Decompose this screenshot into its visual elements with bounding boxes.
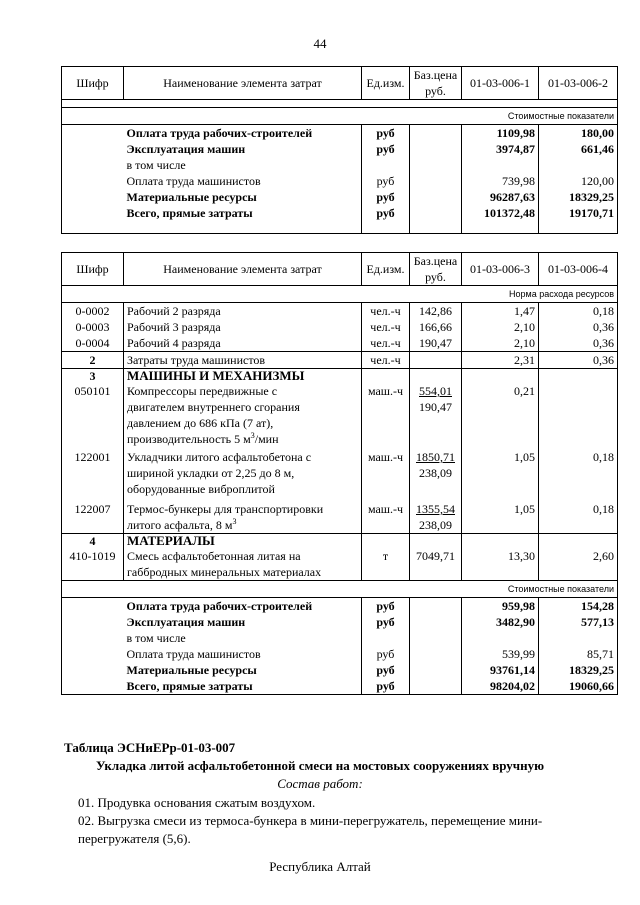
- row-v2: 120,00: [539, 173, 618, 189]
- row-v1: 739,98: [462, 173, 539, 189]
- row-v2: 0,36: [539, 319, 618, 335]
- row-v2: 577,13: [539, 614, 618, 630]
- row-v2: 0,36: [539, 352, 618, 369]
- row-name: в том числе: [126, 631, 186, 645]
- header-base-price: Баз.цена руб.: [410, 67, 462, 100]
- row-name: Оплата труда машинистов: [126, 647, 261, 661]
- machine-code: 050101: [62, 383, 124, 447]
- row-v2: 0,36: [539, 335, 618, 352]
- band-cost-indicators: Стоимостные показатели: [62, 108, 618, 125]
- row-unit: руб: [362, 189, 410, 205]
- row-v2: 661,46: [539, 141, 618, 157]
- row-v2: 18329,25: [539, 662, 618, 678]
- cost-table-1: [61, 66, 618, 234]
- header-code: Шифр: [62, 253, 124, 286]
- row-name: Всего, прямые затраты: [126, 206, 253, 220]
- row-name: Рабочий 2 разряда: [124, 303, 362, 320]
- machine-code: 122001: [62, 447, 124, 497]
- row-unit: чел.-ч: [362, 335, 410, 352]
- row-v1: 959,98: [462, 598, 539, 615]
- machine-v1: 1,05: [462, 497, 539, 534]
- row-price: 190,47: [410, 335, 462, 352]
- row-unit: чел.-ч: [362, 352, 410, 369]
- header-unit: Ед.изм.: [362, 253, 410, 286]
- section-title: МАТЕРИАЛЫ: [124, 534, 362, 549]
- row-v1: 98204,02: [462, 678, 539, 695]
- material-v1: 13,30: [462, 548, 539, 581]
- row-name: Оплата труда рабочих-строителей: [126, 126, 313, 140]
- row-v1: 1,47: [462, 303, 539, 320]
- band-cost-indicators: Стоимостные показатели: [62, 581, 618, 598]
- work-step-2: 02. Выгрузка смеси из термоса-бункера в мини-перегружатель, перемещение мини-перегружателя (5,6).: [78, 813, 543, 846]
- row-v2: 180,00: [539, 125, 618, 142]
- machine-unit: маш.-ч: [362, 447, 410, 497]
- row-unit: руб: [362, 678, 410, 695]
- header-code: Шифр: [62, 67, 124, 100]
- header-col2: 01-03-006-4: [539, 253, 618, 286]
- machine-code: 122007: [62, 497, 124, 534]
- row-price: 166,66: [410, 319, 462, 335]
- section-title: МАШИНЫ И МЕХАНИЗМЫ: [124, 369, 362, 384]
- row-unit: руб: [362, 662, 410, 678]
- row-name: Эксплуатация машин: [126, 142, 246, 156]
- material-code: 410-1019: [62, 548, 124, 581]
- row-name: Материальные ресурсы: [126, 190, 257, 204]
- machine-price: 554,01 190,47: [410, 383, 462, 447]
- row-v2: 19060,66: [539, 678, 618, 695]
- resources-table-2: [61, 252, 618, 695]
- row-v1: 2,10: [462, 335, 539, 352]
- material-price: 7049,71: [410, 548, 462, 581]
- machine-v1: 1,05: [462, 447, 539, 497]
- row-v1: 3974,87: [462, 141, 539, 157]
- row-v1: 3482,90: [462, 614, 539, 630]
- row-name: Рабочий 3 разряда: [124, 319, 362, 335]
- row-price: 142,86: [410, 303, 462, 320]
- row-unit: руб: [362, 614, 410, 630]
- row-name: Всего, прямые затраты: [124, 678, 362, 695]
- row-v1: 2,10: [462, 319, 539, 335]
- row-unit: руб: [362, 598, 410, 615]
- machine-v1: 0,21: [462, 383, 539, 447]
- row-v1: 101372,48: [462, 205, 539, 221]
- material-v2: 2,60: [539, 548, 618, 581]
- row-name: Затраты труда машинистов: [124, 352, 362, 369]
- section-title: Укладка литой асфальтобетонной смеси на мостовых сооружениях вручную: [95, 758, 545, 773]
- header-name: Наименование элемента затрат: [124, 67, 362, 100]
- section-code: 3: [62, 369, 124, 384]
- header-col1: 01-03-006-3: [462, 253, 539, 286]
- band-resource-norms: Норма расхода ресурсов: [62, 286, 618, 303]
- row-v2: 0,18: [539, 303, 618, 320]
- row-unit: руб: [362, 125, 410, 142]
- row-unit: чел.-ч: [362, 303, 410, 320]
- header-col2: 01-03-006-2: [539, 67, 618, 100]
- row-name: Эксплуатация машин: [126, 615, 246, 629]
- row-name: Материальные ресурсы: [126, 663, 257, 677]
- material-unit: т: [362, 548, 410, 581]
- header-col1: 01-03-006-1: [462, 67, 539, 100]
- header-name: Наименование элемента затрат: [124, 253, 362, 286]
- row-v1: 96287,63: [462, 189, 539, 205]
- machine-unit: маш.-ч: [362, 497, 410, 534]
- page-number: 44: [313, 36, 327, 51]
- machine-name: Компрессоры передвижные с двигателем внутреннего сгорания давлением до 686 кПа (7 ат), производительность 5 $м^3$/мин: [124, 383, 362, 447]
- machine-v2: [539, 383, 618, 447]
- row-v1: 1109,98: [462, 125, 539, 142]
- machine-v2: 0,18: [539, 497, 618, 534]
- work-step-1: 01. Продувка основания сжатым воздухом.: [78, 795, 316, 810]
- row-name: Оплата труда машинистов: [126, 174, 261, 188]
- row-v2: 85,71: [539, 646, 618, 662]
- row-v2: 18329,25: [539, 189, 618, 205]
- row-v2: 154,28: [539, 598, 618, 615]
- row-unit: чел.-ч: [362, 319, 410, 335]
- section-code: 2: [62, 352, 124, 369]
- row-name: Оплата труда рабочих-строителей: [126, 599, 313, 613]
- machine-price: 1850,71 238,09: [410, 447, 462, 497]
- header-unit: Ед.изм.: [362, 67, 410, 100]
- header-base-price: Баз.цена руб.: [410, 253, 462, 286]
- row-v2: 19170,71: [539, 205, 618, 221]
- machine-v2: 0,18: [539, 447, 618, 497]
- row-v1: 539,99: [462, 646, 539, 662]
- row-name: в том числе: [126, 158, 186, 172]
- footer-region: Республика Алтай: [269, 859, 371, 874]
- table-label: Таблица ЭСНиЕРр-01-03-007: [64, 740, 236, 755]
- row-name: Рабочий 4 разряда: [124, 335, 362, 352]
- row-v1: 93761,14: [462, 662, 539, 678]
- row-unit: руб: [362, 141, 410, 157]
- row-code: 0-0002: [62, 303, 124, 320]
- machine-price: 1355,54 238,09: [410, 497, 462, 534]
- machine-unit: маш.-ч: [362, 383, 410, 447]
- row-code: 0-0003: [62, 319, 124, 335]
- material-name: Смесь асфальтобетонная литая на габбродных минеральных материалах: [124, 548, 362, 581]
- row-unit: руб: [362, 646, 410, 662]
- section-code: 4: [62, 534, 124, 549]
- row-v1: 2,31: [462, 352, 539, 369]
- row-code: 0-0004: [62, 335, 124, 352]
- row-unit: руб: [362, 173, 410, 189]
- works-label: Состав работ:: [277, 776, 363, 791]
- machine-name: Термос-бункеры для транспортировки литого асфальта, 8 $м^3$: [124, 497, 362, 534]
- machine-name: Укладчики литого асфальтобетона с шириной укладки от 2,25 до 8 м, оборудованные виброплитой: [124, 447, 362, 497]
- row-unit: руб: [362, 205, 410, 221]
